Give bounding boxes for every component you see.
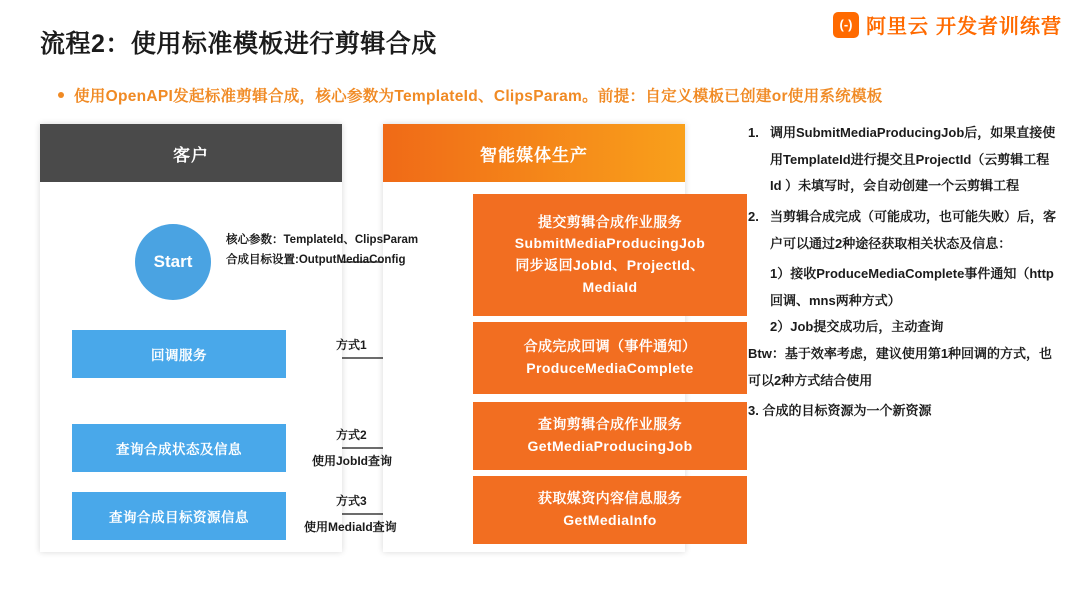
produce-complete-line-2: ProduceMediaComplete bbox=[526, 360, 694, 376]
connector-sublabel-2: 使用JobId查询 bbox=[312, 454, 392, 468]
submit-job-line-2: SubmitMediaProducingJob bbox=[514, 235, 706, 252]
get-job-line-1: 查询剪辑合成作业服务 bbox=[538, 416, 682, 433]
core-param-label-2: 合成目标设置:OutputMediaConfig bbox=[226, 254, 406, 266]
page-title: 流程2：使用标准模板进行剪辑合成 bbox=[40, 30, 437, 58]
notes-list bbox=[748, 120, 1060, 429]
get-job-box bbox=[473, 402, 747, 470]
produce-complete-box bbox=[473, 322, 747, 394]
bullet-text: 使用OpenAPI发起标准剪辑合成，核心参数为TemplateId、ClipsParam。前提：自定义模板已创建or使用系统模板 bbox=[74, 88, 883, 105]
get-media-info-line-2: GetMediaInfo bbox=[563, 512, 657, 528]
bullet-dot-icon bbox=[58, 92, 64, 98]
note-item bbox=[748, 120, 1060, 200]
get-media-info-line-1: 获取媒资内容信息服务 bbox=[538, 490, 682, 507]
note-last: 3. 合成的目标资源为一个新资源 bbox=[748, 403, 932, 419]
note-number: 1. bbox=[748, 125, 759, 140]
note-text: 调用SubmitMediaProducingJob后，如果直接使用TemplateId进行提交且ProjectId（云剪辑工程Id ）未填写时，会自动创建一个云剪辑工程 bbox=[770, 125, 1056, 194]
bullet-line bbox=[58, 84, 883, 106]
customer-panel-header: 客户 bbox=[40, 124, 342, 182]
aliyun-logo-icon: (-) bbox=[833, 12, 859, 38]
note-number: 2. bbox=[748, 208, 759, 224]
query-resource-box: 查询合成目标资源信息 bbox=[72, 492, 286, 540]
diagram bbox=[40, 124, 730, 564]
callback-service-box: 回调服务 bbox=[72, 330, 286, 378]
query-status-box: 查询合成状态及信息 bbox=[72, 424, 286, 472]
media-production-panel-header: 智能媒体生产 bbox=[383, 124, 685, 182]
get-media-info-box bbox=[473, 476, 747, 544]
submit-job-line-3: 同步返回JobId、ProjectId、 bbox=[515, 257, 705, 273]
submit-job-box bbox=[473, 194, 747, 316]
connector-label-1: 方式1 bbox=[336, 338, 367, 352]
media-production-panel bbox=[383, 124, 706, 552]
note-text: 当剪辑合成完成（可能成功，也可能失败）后，客户可以通过2种途径获取相关状态及信息： bbox=[770, 208, 1057, 251]
connector-label-2: 方式2 bbox=[336, 428, 367, 442]
note-item bbox=[748, 204, 1060, 257]
brand-logo bbox=[833, 10, 1062, 39]
brand-name: 阿里云 bbox=[866, 16, 929, 38]
submit-job-line-4: MediaId bbox=[582, 278, 638, 295]
note-btw: Btw：基于效率考虑，建议使用第1种回调的方式，也可以2种方式结合使用 bbox=[748, 346, 1053, 388]
brand-subtitle: 开发者训练营 bbox=[936, 16, 1062, 38]
connector-label-3: 方式3 bbox=[336, 494, 367, 508]
start-node: Start bbox=[135, 224, 211, 300]
produce-complete-line-1: 合成完成回调（事件通知） bbox=[523, 338, 697, 355]
get-job-line-2: GetMediaProducingJob bbox=[527, 438, 693, 454]
connector-sublabel-3: 使用MediaId查询 bbox=[304, 520, 397, 534]
submit-job-line-1: 提交剪辑合成作业服务 bbox=[538, 213, 682, 230]
note-sub-item: 1）接收ProduceMediaComplete事件通知（http回调、mns两种方式） bbox=[770, 266, 1054, 308]
core-param-label-1: 核心参数：TemplateId、ClipsParam bbox=[226, 234, 419, 246]
note-sub-item: 2）Job提交成功后，主动查询 bbox=[770, 319, 944, 335]
